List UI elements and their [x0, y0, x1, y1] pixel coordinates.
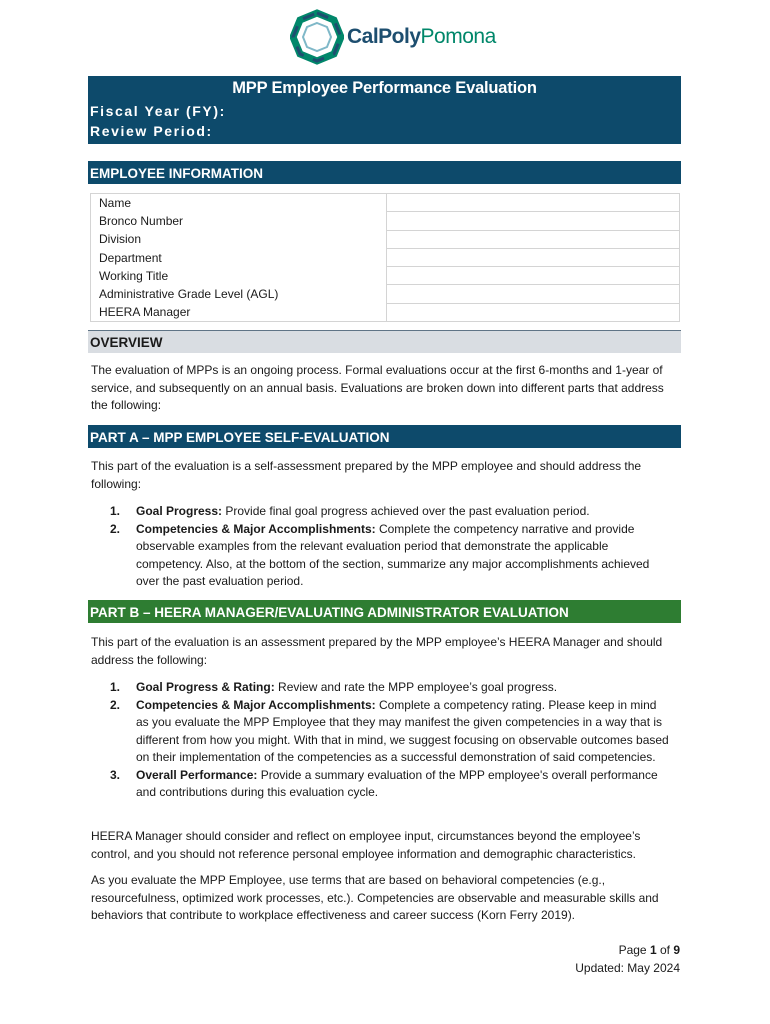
employee-information-heading: EMPLOYEE INFORMATION — [88, 161, 681, 184]
fiscal-year-label: Fiscal Year (FY): — [90, 103, 226, 119]
employee-info-row — [91, 194, 680, 212]
review-period-label: Review Period: — [90, 123, 213, 139]
employee-info-row — [91, 212, 680, 230]
employee-info-label: Working Title — [91, 267, 387, 285]
employee-info-value-field[interactable] — [387, 212, 680, 230]
employee-info-value-field[interactable] — [387, 267, 680, 285]
employee-info-label: Administrative Grade Level (AGL) — [91, 285, 387, 303]
part-b-competency-text: As you evaluate the MPP Employee, use terms that are based on behavioral competencies (e.g., resourcefulness, optimized work processes, etc.). Competencies are observable and measurable skills and behaviors that contribute to workplace effectiveness and career success (Korn Ferry 2019). — [91, 873, 659, 922]
employee-info-value-field[interactable] — [387, 285, 680, 303]
document-title: MPP Employee Performance Evaluation — [232, 79, 537, 97]
overview-text: The evaluation of MPPs is an ongoing process. Formal evaluations occur at the first 6-months and 1-year of service, and subsequently on an annual basis. Evaluations are broken down into different parts that address the following: — [91, 363, 664, 412]
part-a-list — [110, 503, 670, 591]
updated-date: Updated: May 2024 — [575, 961, 680, 975]
employee-info-label: Division — [91, 230, 387, 248]
list-text: Complete a competency rating. Please keep in mind as you evaluate the MPP Employee that they may manifest the given competencies in a way that is different from how you might. With that in mind, we suggest focusing on observable outcomes based on their implementation of the competencies as a successful demonstration of said competencies. — [136, 697, 669, 764]
employee-info-row — [91, 285, 680, 303]
page-number: Page 1 of 9 — [618, 943, 680, 957]
part-b-list-item — [110, 697, 670, 767]
list-text: Provide final goal progress achieved over the past evaluation period. — [222, 504, 590, 518]
octagon-logo-icon — [290, 8, 344, 66]
part-a-intro: This part of the evaluation is a self-assessment prepared by the MPP employee and should address the following: — [91, 459, 642, 491]
employee-info-value-field[interactable] — [387, 303, 680, 321]
part-a-heading: PART A – MPP EMPLOYEE SELF-EVALUATION — [88, 425, 681, 448]
employee-information-table — [90, 193, 680, 322]
logo-wordmark: CalPolyPomona — [347, 25, 496, 48]
part-b-list — [110, 679, 670, 802]
calpoly-pomona-logo — [290, 8, 496, 68]
list-term: Competencies & Major Accomplishments: — [136, 697, 376, 712]
employee-info-label: Name — [91, 194, 387, 212]
list-number: 1. — [110, 504, 121, 518]
list-term: Goal Progress: — [136, 504, 223, 518]
employee-info-value-field[interactable] — [387, 248, 680, 266]
overview-heading: OVERVIEW — [88, 330, 681, 353]
list-text: Complete the competency narrative and provide observable examples from the relevant evaluation period that demonstrate the applicable competency. Also, at the bottom of the section, summarize any major accomplishments achieved over the past evaluation period. — [136, 521, 650, 588]
employee-info-label: HEERA Manager — [91, 303, 387, 321]
list-number: 2. — [110, 697, 121, 712]
employee-info-label: Bronco Number — [91, 212, 387, 230]
employee-info-value-field[interactable] — [387, 230, 680, 248]
list-term: Goal Progress & Rating: — [136, 680, 275, 694]
employee-info-row — [91, 248, 680, 266]
list-term: Overall Performance: — [136, 767, 258, 782]
employee-info-value-field[interactable] — [387, 194, 680, 212]
list-number: 2. — [110, 521, 121, 536]
list-number: 1. — [110, 680, 121, 694]
employee-info-row — [91, 230, 680, 248]
employee-info-row — [91, 303, 680, 321]
part-a-list-item — [110, 521, 670, 591]
title-banner — [88, 76, 681, 144]
part-b-consideration-text: HEERA Manager should consider and reflect on employee input, circumstances beyond the employee’s control, and you should not reference personal employee information and demographic characteristics. — [91, 829, 641, 861]
list-text: Review and rate the MPP employee’s goal progress. — [274, 680, 558, 694]
part-b-list-item — [110, 679, 670, 697]
part-b-list-item — [110, 767, 670, 802]
list-number: 3. — [110, 767, 121, 782]
part-b-intro: This part of the evaluation is an assessment prepared by the MPP employee’s HEERA Manager and should address the following: — [91, 635, 663, 667]
part-a-list-item — [110, 503, 670, 521]
list-term: Competencies & Major Accomplishments: — [136, 521, 376, 536]
list-text: Provide a summary evaluation of the MPP employee's overall performance and contributions during this evaluation cycle. — [136, 767, 658, 799]
employee-info-label: Department — [91, 248, 387, 266]
employee-info-row — [91, 267, 680, 285]
part-b-heading: PART B – HEERA MANAGER/EVALUATING ADMINISTRATOR EVALUATION — [88, 600, 681, 623]
